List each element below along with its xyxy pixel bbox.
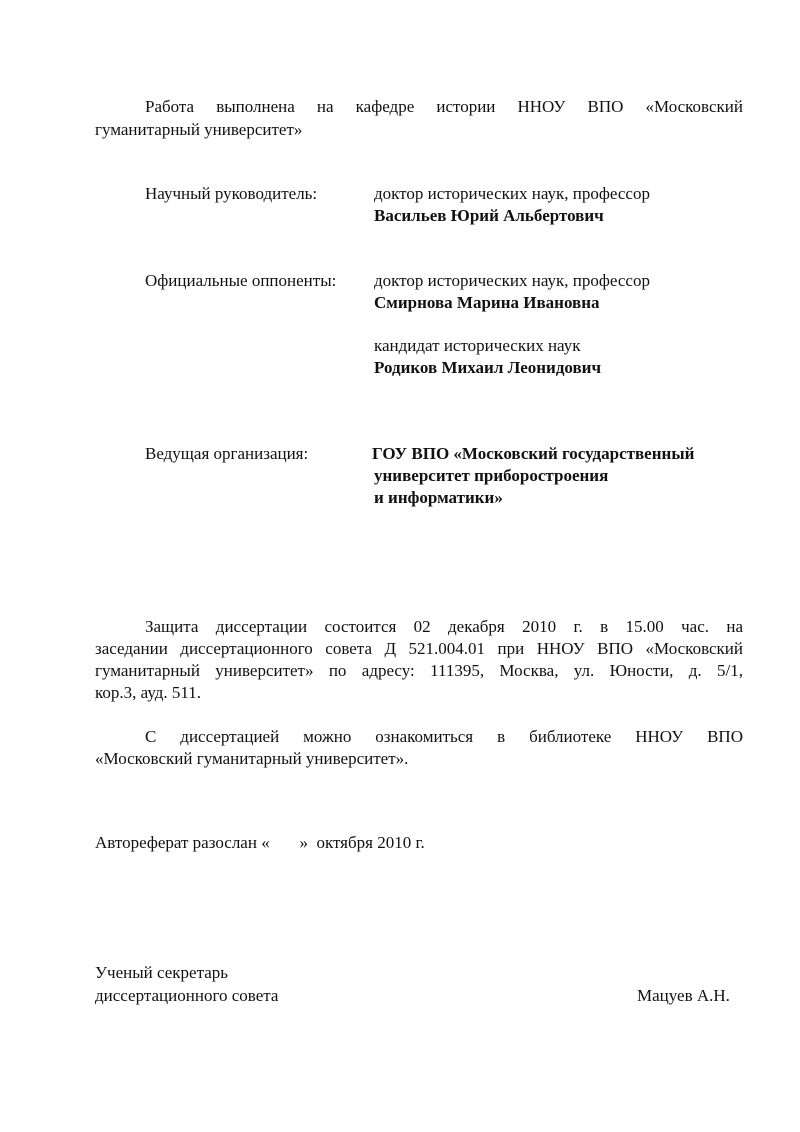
library-line-1: С диссертацией можно ознакомиться в библиотеке ННОУ ВПО xyxy=(145,727,743,746)
supervisor-label: Научный руководитель: xyxy=(145,184,318,203)
library-line-2: «Московский гуманитарный университет». xyxy=(95,749,409,768)
supervisor-name: Васильев Юрий Альбертович xyxy=(374,206,604,225)
defense-line-3: гуманитарный университет» по адресу: 111395, Москва, ул. Юности, д. 5/1, xyxy=(95,661,743,680)
lead-org-label: Ведущая организация: xyxy=(145,444,309,463)
opponent-1-name: Смирнова Марина Ивановна xyxy=(374,293,600,312)
supervisor-degree: доктор исторических наук, профессор xyxy=(374,184,650,203)
secretary-title-2: диссертационного совета xyxy=(95,986,279,1005)
mailing-date: Автореферат разослан « » октября 2010 г. xyxy=(95,833,425,852)
opponent-2-degree: кандидат исторических наук xyxy=(374,336,581,355)
intro-line-2: гуманитарный университет» xyxy=(95,120,303,139)
secretary-name: Мацуев А.Н. xyxy=(637,986,730,1005)
defense-line-4: кор.3, ауд. 511. xyxy=(95,683,202,702)
lead-org-line-3: и информатики» xyxy=(374,488,503,507)
opponent-1-degree: доктор исторических наук, профессор xyxy=(374,271,650,290)
defense-line-2: заседании диссертационного совета Д 521.004.01 при ННОУ ВПО «Московский xyxy=(95,639,743,658)
opponents-label: Официальные оппоненты: xyxy=(145,271,337,290)
lead-org-line-2: университет приборостроения xyxy=(374,466,609,485)
opponent-2-name: Родиков Михаил Леонидович xyxy=(374,358,602,377)
intro-line-1: Работа выполнена на кафедре истории ННОУ ВПО «Московский xyxy=(145,97,743,116)
lead-org-line-1: ГОУ ВПО «Московский государственный xyxy=(372,444,695,463)
secretary-title-1: Ученый секретарь xyxy=(95,963,229,982)
defense-line-1: Защита диссертации состоится 02 декабря 2010 г. в 15.00 час. на xyxy=(145,617,743,636)
